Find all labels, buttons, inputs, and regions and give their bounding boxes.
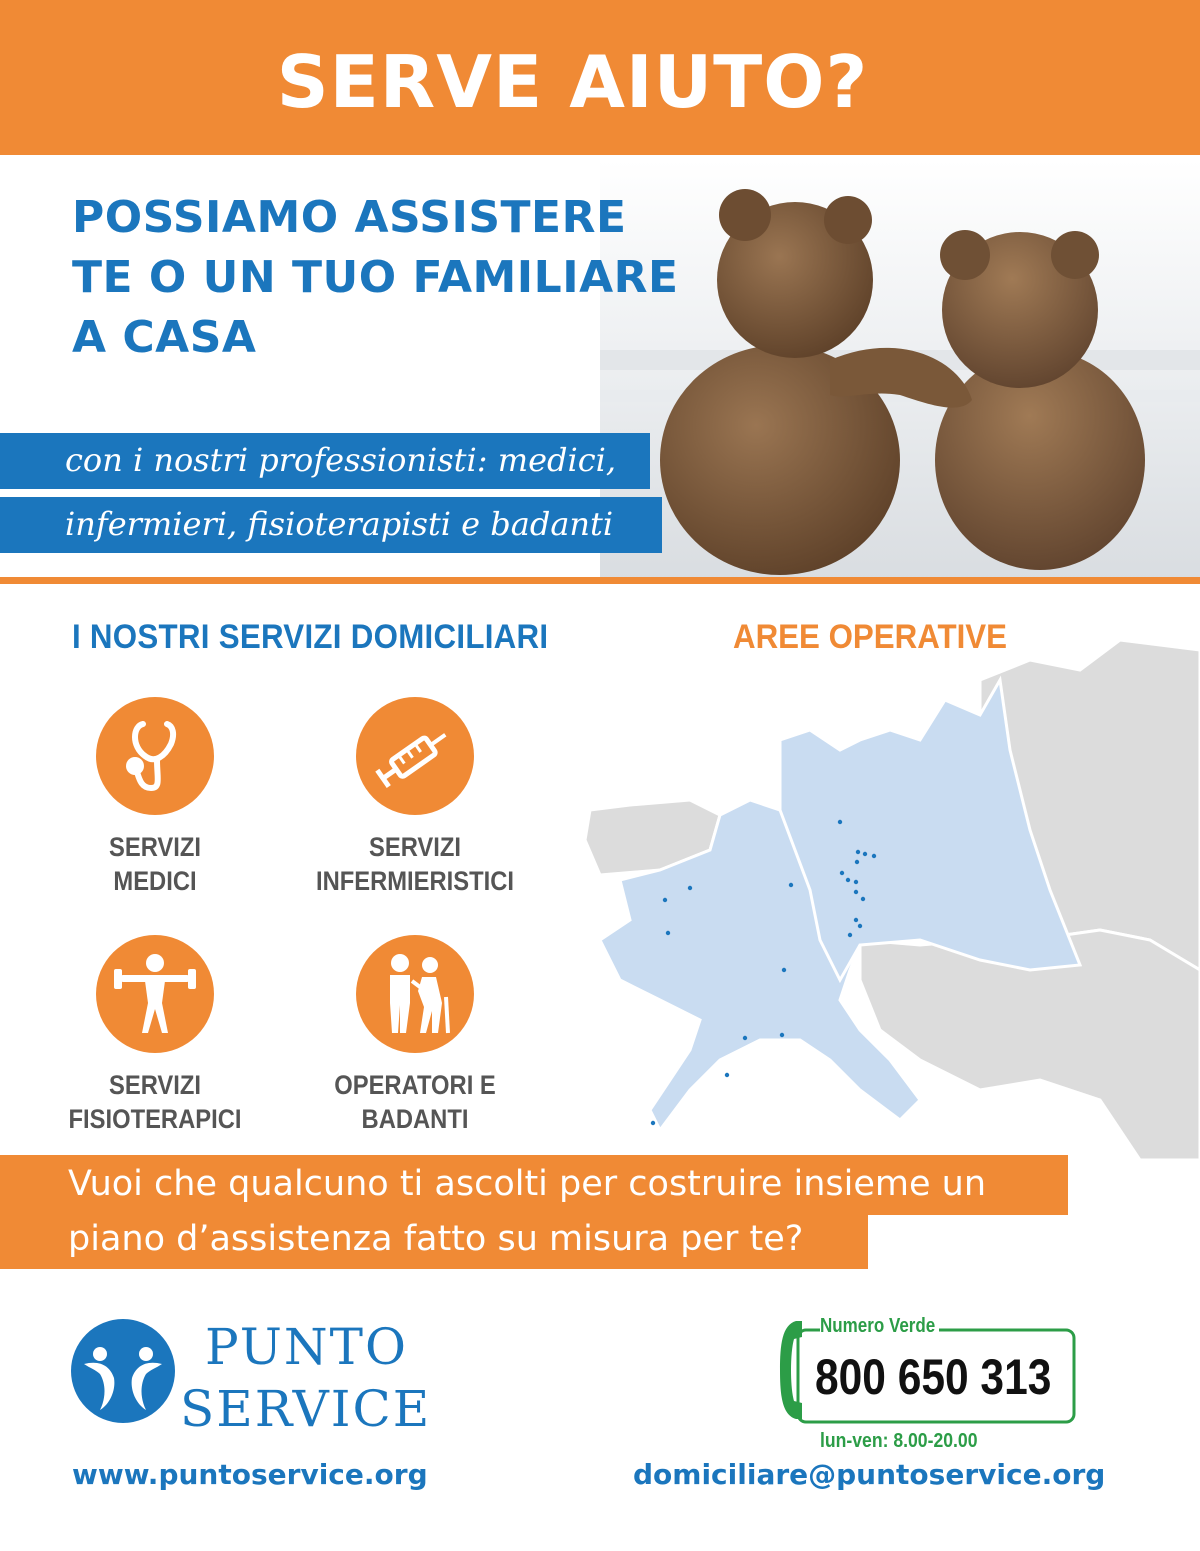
phone-number[interactable]: 800 650 313 <box>815 1349 1052 1405</box>
service-medical <box>5 697 305 898</box>
areas-title: AREE OPERATIVE <box>733 618 1008 656</box>
professionals-line-2: infermieri, fisioterapisti e badanti <box>65 505 614 543</box>
cta-band-2 <box>0 1213 868 1269</box>
service-label: SERVIZI FISIOTERAPICI <box>68 1070 242 1134</box>
punto-service-logo-icon <box>70 1318 176 1424</box>
service-label: OPERATORI E BADANTI <box>334 1070 496 1134</box>
brand-name-line-2: SERVICE <box>180 1380 432 1438</box>
professionals-line-1: con i nostri professionisti: medici, <box>65 441 617 479</box>
caregiver-elderly-icon <box>356 935 474 1053</box>
service-label: SERVIZI INFERMIERISTICI <box>315 832 514 896</box>
intro-line: A CASA <box>72 312 257 363</box>
intro-heading <box>72 188 732 368</box>
numero-verde-label: Numero Verde <box>820 1315 939 1338</box>
dumbbell-person-icon <box>96 935 214 1053</box>
service-label: SERVIZI MEDICI <box>108 832 201 896</box>
intro-line: TE O UN TUO FAMILIARE <box>72 252 679 303</box>
professionals-band-1 <box>0 433 650 489</box>
services-title: I NOSTRI SERVIZI DOMICILIARI <box>72 618 549 656</box>
professionals-band-2 <box>0 497 662 553</box>
stethoscope-icon <box>96 697 214 815</box>
service-physio <box>5 935 305 1136</box>
brand-name-line-1: PUNTO <box>205 1318 408 1376</box>
cta-line-2: piano d’assistenza fatto su misura per te? <box>68 1219 804 1259</box>
divider <box>0 577 1200 584</box>
cta-band-1 <box>0 1155 1068 1215</box>
operating-areas-map <box>560 640 1200 1160</box>
intro-line: POSSIAMO ASSISTERE <box>72 192 627 243</box>
opening-hours: lun-ven: 8.00-20.00 <box>820 1430 978 1452</box>
syringe-icon <box>356 697 474 815</box>
page-title: SERVE AIUTO? <box>276 40 869 124</box>
website-link[interactable]: www.puntoservice.org <box>72 1458 428 1491</box>
service-caregivers <box>265 935 565 1136</box>
cta-line-1: Vuoi che qualcuno ti ascolti per costruire insieme un <box>68 1164 986 1204</box>
service-nursing <box>265 697 565 898</box>
email-link[interactable]: domiciliare@puntoservice.org <box>633 1458 1106 1491</box>
